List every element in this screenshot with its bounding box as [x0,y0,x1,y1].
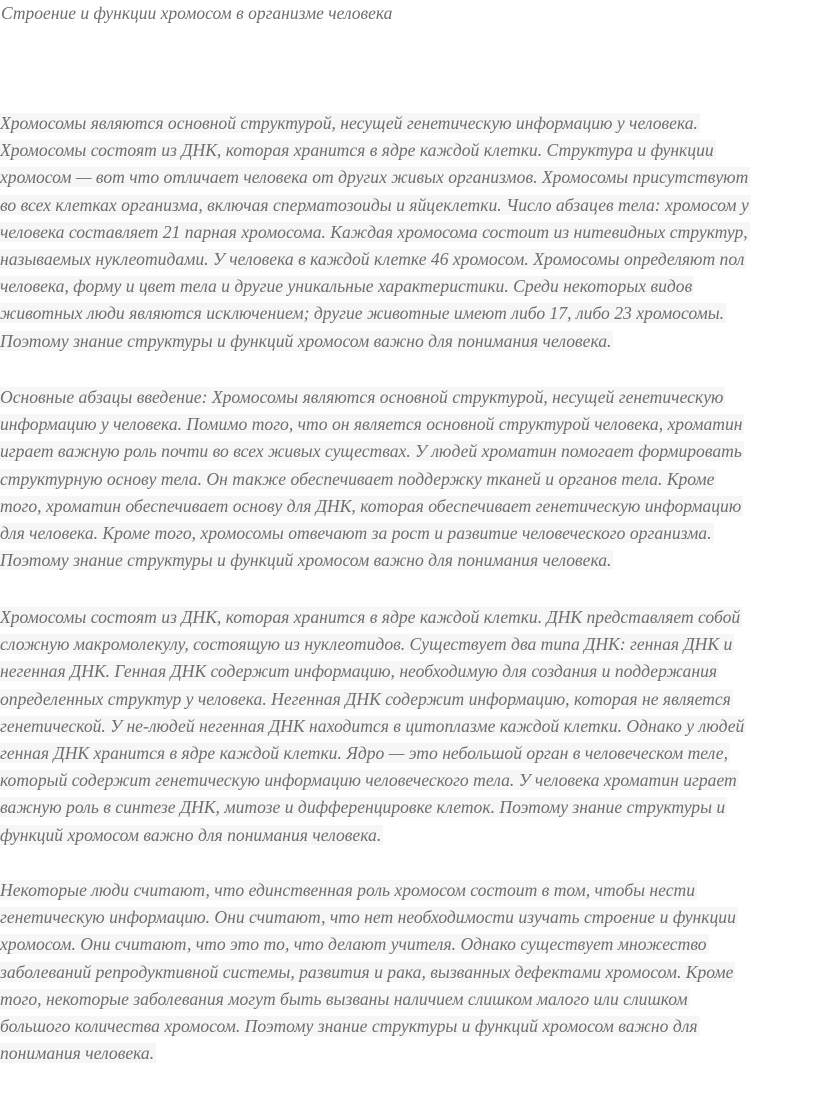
text-line: того, хроматин обеспечивает основу для ДНК, которая обеспечивает генетическую информацию [0,495,742,516]
text-line: хромосом — вот что отличает человека от других живых организмов. Хромосомы присутствуют [0,167,749,188]
text-line: который содержит генетическую информацию человеческого тела. У человека хроматин играет [0,770,737,791]
text-line: для человека. Кроме того, хромосомы отвечают за рост и развитие человеческого организма. [0,522,712,543]
paragraph-1 [0,110,816,355]
paragraph-4 [0,877,816,1067]
text-line: Хромосомы являются основной структурой, несущей генетическую информацию у человека. [0,113,698,133]
text-line: важную роль в синтезе ДНК, митозе и дифференцировке клеток. Поэтому знание структуры и [0,797,726,818]
text-line: информацию у человека. Помимо того, что он является основной структурой человека, хроматин [0,414,743,435]
text-line: человека составляет 21 парная хромосома. Каждая хромосома состоит из нитевидных структур, [0,221,748,242]
text-line: структурную основу тела. Он также обеспечивает поддержку тканей и органов тела. Кроме [0,468,715,489]
text-line: животных люди являются исключением; другие животные имеют либо 17, либо 23 хромосомы. [0,303,725,324]
text-line: Поэтому знание структуры и функций хромосом важно для понимания человека. [0,330,612,351]
text-line: человека, форму и цвет тела и другие уникальные характеристики. Среди некоторых видов [0,276,693,297]
text-line: хромосом. Они считают, что это то, что делают учителя. Однако существует множество [0,934,707,955]
text-line: функций хромосом важно для понимания человека. [0,824,382,845]
text-line: играет важную роль почти во всех живых существах. У людей хроматин помогает формировать [0,441,742,462]
text-line: сложную макромолекулу, состоящую из нуклеотидов. Существует два типа ДНК: генная ДНК и [0,634,733,655]
text-line: Хромосомы состоят из ДНК, которая хранится в ядре каждой клетки. ДНК представляет собой [0,607,741,627]
text-line: генная ДНК хранится в ядре каждой клетки. Ядро — это небольшой орган в человеческом теле, [0,742,728,763]
paragraph-2 [0,384,816,574]
text-line: Основные абзацы введение: Хромосомы являются основной структурой, несущей генетическую [0,387,724,407]
text-line: генетическую информацию. Они считают, что нет необходимости изучать строение и функции [0,907,736,928]
text-line: во всех клетках организма, включая сперматозоиды и яйцеклетки. Число абзацев тела: хромосом у [0,194,749,215]
paragraph-3 [0,604,816,849]
text-line: Хромосомы состоят из ДНК, которая хранится в ядре каждой клетки. Структура и функции [0,140,714,161]
text-line: заболеваний репродуктивной системы, развития и рака, вызванных дефектами хромосом. Кроме [0,961,734,982]
text-line: большого количества хромосом. Поэтому знание структуры и функций хромосом важно для [0,1015,698,1036]
document-title: Строение и функции хромосом в организме человека [1,3,393,23]
text-line: генетической. У не-людей негенная ДНК находится в цитоплазме каждой клетки. Однако у людей [0,715,745,736]
text-line: называемых нуклеотидами. У человека в каждой клетке 46 хромосом. Хромосомы определяют пол [0,248,745,269]
text-line: понимания человека. [0,1043,155,1064]
text-line: определенных структур у человека. Негенная ДНК содержит информацию, которая не является [0,688,731,709]
text-line: Поэтому знание структуры и функций хромосом важно для понимания человека. [0,550,612,571]
text-line: Некоторые люди считают, что единственная роль хромосом состоит в том, чтобы нести [0,880,696,900]
text-line: того, некоторые заболевания могут быть вызваны наличием слишком малого или слишком [0,988,688,1009]
text-line: негенная ДНК. Генная ДНК содержит информацию, необходимую для создания и поддержания [0,661,718,682]
